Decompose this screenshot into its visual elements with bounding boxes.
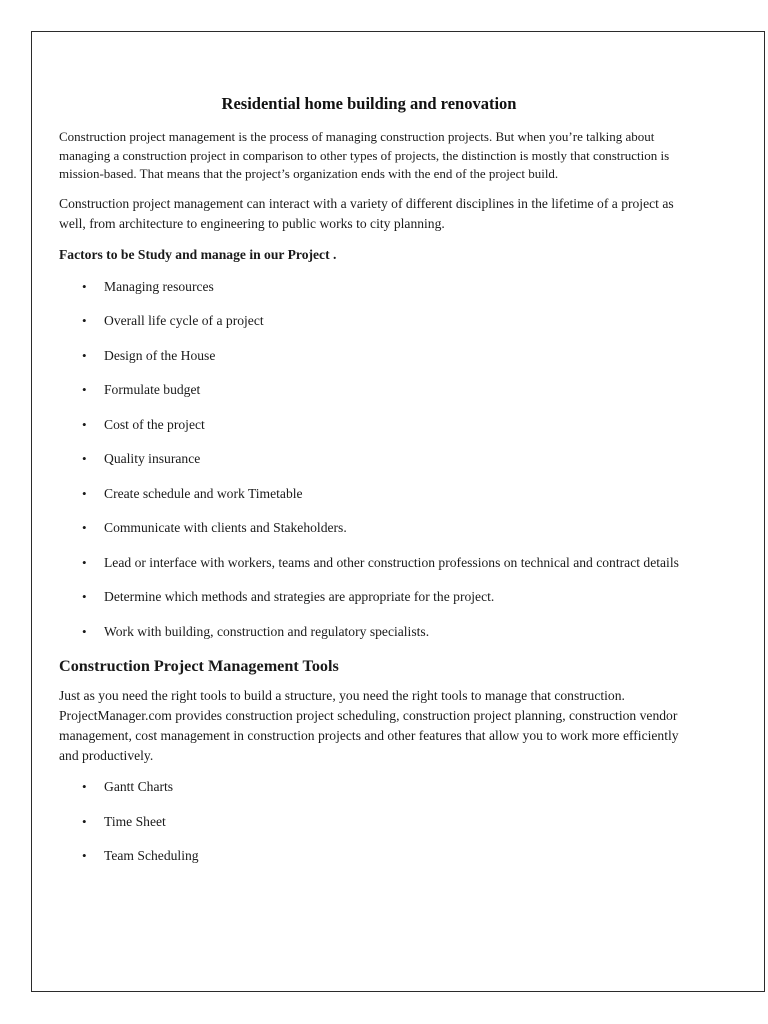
bullet-icon: • bbox=[82, 347, 87, 363]
list-item-text: Formulate budget bbox=[104, 382, 201, 397]
list-item bbox=[59, 622, 679, 642]
bullet-icon: • bbox=[82, 382, 87, 397]
bullet-icon: • bbox=[82, 416, 87, 432]
list-item-text: Design of the House bbox=[104, 347, 216, 363]
bullet-icon: • bbox=[82, 485, 87, 501]
bullet-icon: • bbox=[82, 554, 87, 570]
list-item-text: Quality insurance bbox=[104, 451, 201, 466]
list-item bbox=[59, 587, 679, 607]
intro-paragraph-2: Construction project management can interact with a variety of different disciplines in the lifetime of a project as well, from architecture to engineering to public works to city planning. bbox=[59, 195, 674, 231]
list-item-text: Create schedule and work Timetable bbox=[104, 485, 303, 501]
bullet-icon: • bbox=[82, 848, 87, 863]
bullet-icon: • bbox=[82, 520, 87, 535]
tools-paragraph: Just as you need the right tools to build a structure, you need the right tools to manage that construction. ProjectManager.com provides construction project scheduling, construction project planning, construction vendor management, cost management in construction projects and other features that allow you to work more efficiently and productively. bbox=[59, 688, 679, 763]
list-item bbox=[59, 449, 679, 469]
list-item-text: Work with building, construction and regulatory specialists. bbox=[104, 623, 430, 639]
list-item-text: Time Sheet bbox=[104, 813, 166, 829]
list-item bbox=[59, 380, 679, 400]
list-item-text: Overall life cycle of a project bbox=[104, 313, 264, 328]
tools-heading: Construction Project Management Tools bbox=[59, 657, 339, 675]
list-item bbox=[59, 277, 679, 297]
list-item bbox=[59, 777, 679, 797]
list-item-text: Determine which methods and strategies are appropriate for the project. bbox=[104, 589, 495, 604]
document-content bbox=[59, 94, 679, 881]
list-item-text: Managing resources bbox=[104, 278, 214, 294]
list-item bbox=[59, 553, 679, 573]
list-item bbox=[59, 518, 679, 538]
bullet-icon: • bbox=[82, 623, 87, 639]
bullet-icon: • bbox=[82, 589, 87, 604]
list-item bbox=[59, 346, 679, 366]
document-title: Residential home building and renovation bbox=[221, 94, 517, 113]
list-item-text: Gantt Charts bbox=[104, 779, 174, 794]
bullet-icon: • bbox=[82, 813, 87, 829]
bullet-icon: • bbox=[82, 779, 87, 794]
bullet-icon: • bbox=[82, 278, 87, 294]
list-item bbox=[59, 415, 679, 435]
list-item-text: Communicate with clients and Stakeholders. bbox=[104, 520, 347, 535]
intro-paragraph-1: Construction project management is the process of managing construction projects. But when you’re talking about managing a construction project in comparison to other types of projects, the distinction is mostly that construction is mission-based. That means that the project’s organization ends with the end of the project build. bbox=[59, 129, 670, 181]
factors-heading: Factors to be Study and manage in our Project . bbox=[59, 246, 337, 262]
list-item bbox=[59, 846, 679, 866]
list-item-text: Cost of the project bbox=[104, 416, 205, 432]
bullet-icon: • bbox=[82, 451, 87, 466]
list-item-text: Lead or interface with workers, teams and other construction professions on technical and contract details bbox=[104, 554, 679, 570]
list-item bbox=[59, 484, 679, 504]
list-item bbox=[59, 311, 679, 331]
list-item-text: Team Scheduling bbox=[104, 848, 199, 863]
list-item bbox=[59, 812, 679, 832]
bullet-icon: • bbox=[82, 313, 87, 328]
tools-list bbox=[59, 777, 679, 866]
factors-list bbox=[59, 277, 679, 642]
